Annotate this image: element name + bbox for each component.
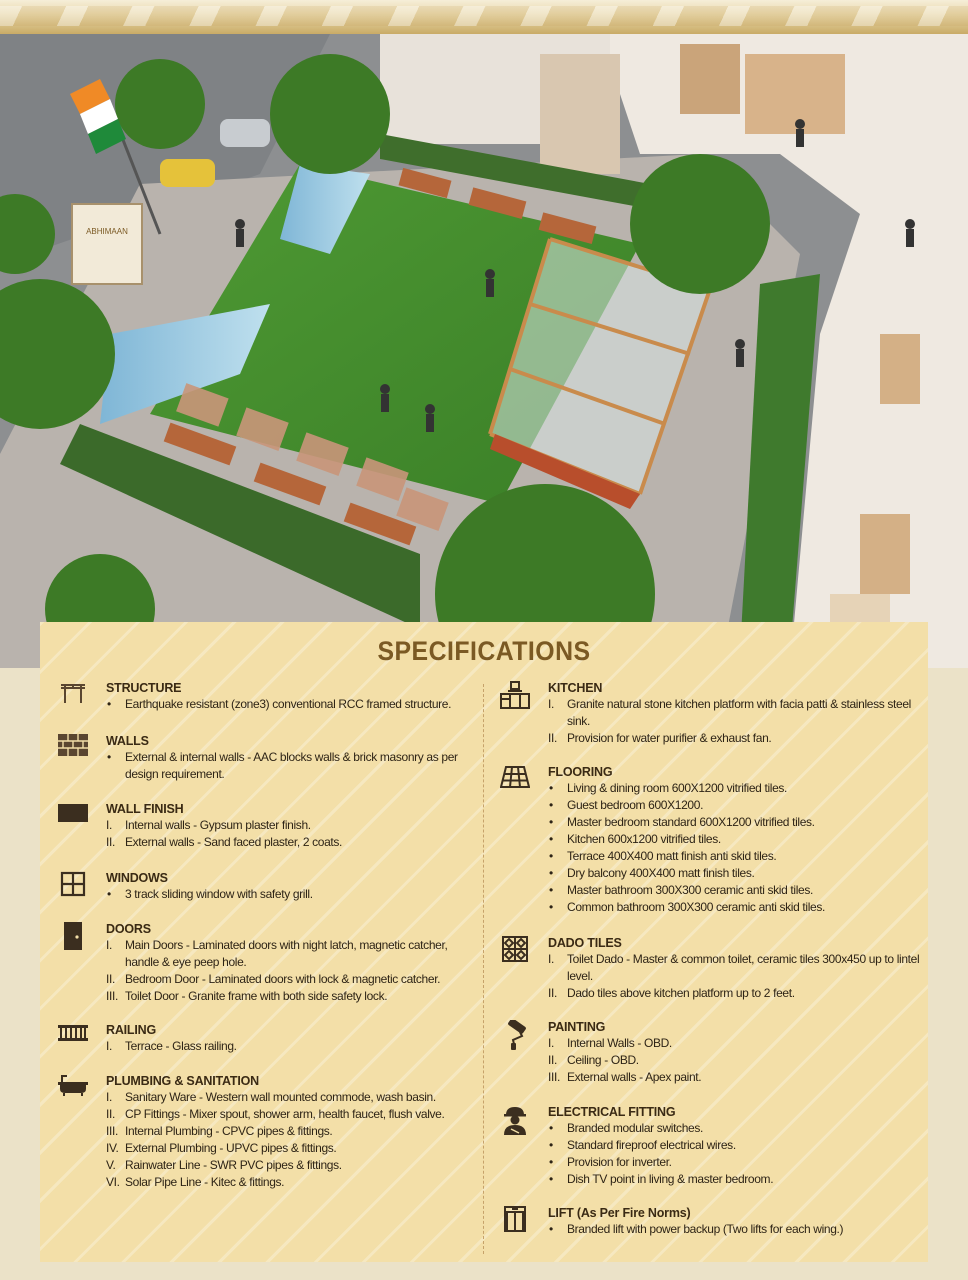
list-item: I. Sanitary Ware - Western wall mounted commode, wash basin. xyxy=(106,1090,436,1104)
section-walls xyxy=(58,733,476,783)
section-structure xyxy=(58,680,476,713)
kitchen-icon xyxy=(500,681,530,707)
section-title: STRUCTURE xyxy=(106,681,182,695)
railing-icon xyxy=(58,1023,88,1049)
window-icon xyxy=(58,871,88,897)
section-title: WINDOWS xyxy=(106,871,168,885)
list-item: III. Toilet Door - Granite frame with both side safety lock. xyxy=(106,989,388,1003)
specifications-panel xyxy=(40,622,928,1262)
section-title: WALL FINISH xyxy=(106,802,184,816)
section-title: WALLS xyxy=(106,734,149,748)
list-item: • Provision for inverter. xyxy=(549,1155,672,1169)
top-gold-band xyxy=(0,0,968,34)
paint-roller-icon xyxy=(500,1020,530,1046)
section-flooring xyxy=(500,764,920,916)
list-item: I. Main Doors - Laminated doors with night latch, magnetic catcher, handle & eye peep hole. xyxy=(106,938,448,969)
right-column xyxy=(500,680,920,1238)
section-title: KITCHEN xyxy=(548,681,603,695)
section-title: PLUMBING & SANITATION xyxy=(106,1074,259,1088)
section-windows xyxy=(58,870,476,903)
page-title: SPECIFICATIONS xyxy=(377,636,591,666)
section-dado-tiles xyxy=(500,935,920,1002)
list-item: V. Rainwater Line - SWR PVC pipes & fittings. xyxy=(106,1158,342,1172)
list-item: IV. External Plumbing - UPVC pipes & fittings. xyxy=(106,1141,337,1155)
section-painting xyxy=(500,1019,920,1086)
courtyard-illustration xyxy=(0,34,968,668)
list-item: • Guest bedroom 600X1200. xyxy=(549,798,704,812)
door-icon xyxy=(58,922,88,948)
section-railing xyxy=(58,1022,476,1055)
pergola-icon xyxy=(58,681,88,707)
list-item: VI. Solar Pipe Line - Kitec & fittings. xyxy=(106,1175,285,1189)
list-item: • Dish TV point in living & master bedroom. xyxy=(549,1172,774,1186)
electrician-icon xyxy=(500,1105,530,1131)
section-wall-finish xyxy=(58,801,476,851)
list-item: • External & internal walls - AAC blocks walls & brick masonry as per design requirement. xyxy=(107,750,458,781)
left-column xyxy=(58,680,476,1191)
plaster-panel-icon xyxy=(58,802,88,828)
list-item: III. Internal Plumbing - CPVC pipes & fittings. xyxy=(106,1124,333,1138)
list-item: I. Granite natural stone kitchen platform with facia patti & stainless steel sink. xyxy=(548,697,911,728)
column-divider xyxy=(483,684,484,1254)
list-item: • Dry balcony 400X400 matt finish tiles. xyxy=(549,866,755,880)
lift-icon xyxy=(500,1206,530,1232)
list-item: I. Internal Walls - OBD. xyxy=(548,1036,672,1050)
section-title: RAILING xyxy=(106,1023,156,1037)
list-item: III. External walls - Apex paint. xyxy=(548,1070,702,1084)
section-kitchen xyxy=(500,680,920,747)
bathtub-icon xyxy=(58,1074,88,1100)
list-item: • Branded modular switches. xyxy=(549,1121,703,1135)
list-item: • Kitchen 600x1200 vitrified tiles. xyxy=(549,832,721,846)
brick-wall-icon xyxy=(58,734,88,760)
section-title: PAINTING xyxy=(548,1020,606,1034)
hero-courtyard-rendering xyxy=(0,34,968,668)
floor-tiles-icon xyxy=(500,765,530,791)
section-title: ELECTRICAL FITTING xyxy=(548,1105,676,1119)
section-title: FLOORING xyxy=(548,765,613,779)
dado-tiles-icon xyxy=(500,936,530,962)
list-item: • Common bathroom 300X300 ceramic anti skid tiles. xyxy=(549,900,825,914)
list-item: I. Terrace - Glass railing. xyxy=(106,1039,237,1053)
section-title: DADO TILES xyxy=(548,936,622,950)
list-item: II. CP Fittings - Mixer spout, shower arm, health faucet, flush valve. xyxy=(106,1107,445,1121)
list-item: II. External walls - Sand faced plaster, 2 coats. xyxy=(106,835,343,849)
list-item: II. Ceiling - OBD. xyxy=(548,1053,639,1067)
list-item: • Standard fireproof electrical wires. xyxy=(549,1138,736,1152)
section-electrical xyxy=(500,1104,920,1188)
list-item: • Branded lift with power backup (Two lifts for each wing.) xyxy=(549,1222,844,1236)
list-item: • Earthquake resistant (zone3) conventional RCC framed structure. xyxy=(107,697,452,711)
list-item: • 3 track sliding window with safety grill. xyxy=(107,887,313,901)
section-title: LIFT (As Per Fire Norms) xyxy=(548,1206,691,1220)
list-item: • Living & dining room 600X1200 vitrified tiles. xyxy=(549,781,788,795)
list-item: • Master bedroom standard 600X1200 vitrified tiles. xyxy=(549,815,815,829)
list-item: II. Dado tiles above kitchen platform up to 2 feet. xyxy=(548,986,795,1000)
list-item: • Terrace 400X400 matt finish anti skid tiles. xyxy=(549,849,777,863)
list-item: II. Bedroom Door - Laminated doors with lock & magnetic catcher. xyxy=(106,972,441,986)
list-item: • Master bathroom 300X300 ceramic anti skid tiles. xyxy=(549,883,813,897)
section-lift xyxy=(500,1205,920,1238)
section-title: DOORS xyxy=(106,922,151,936)
list-item: I. Internal walls - Gypsum plaster finish. xyxy=(106,818,311,832)
list-item: II. Provision for water purifier & exhaust fan. xyxy=(548,731,772,745)
section-doors xyxy=(58,921,476,1005)
list-item: I. Toilet Dado - Master & common toilet, ceramic tiles 300x450 up to lintel level. xyxy=(548,952,920,983)
sign-board-text: ABHIMAAN xyxy=(86,227,128,236)
section-plumbing xyxy=(58,1073,476,1191)
